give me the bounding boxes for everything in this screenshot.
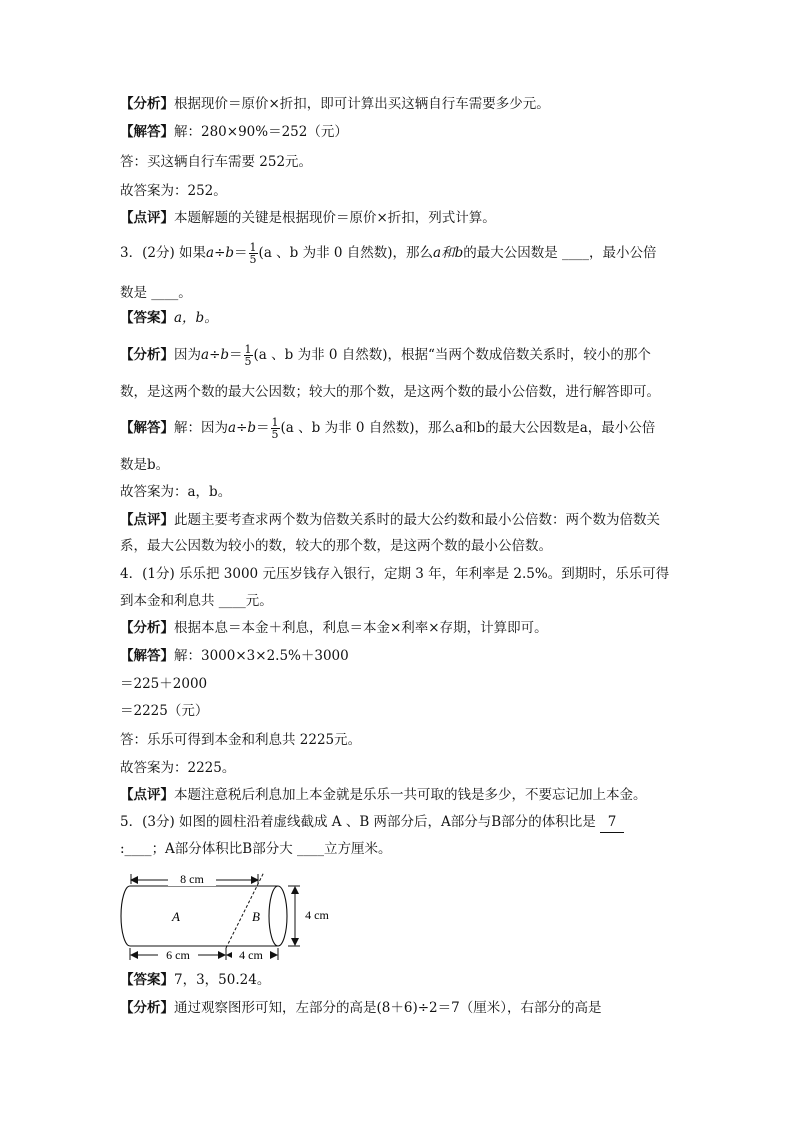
q5-analysis [120,998,601,1018]
answer-tag: 【答案】 [120,972,174,988]
label-part-b: B [252,909,260,924]
q4-comment [120,785,647,805]
q3-solution-line1 [120,413,655,443]
div-sign: ÷ [209,347,221,363]
q4-solution [120,646,349,666]
solution-text: 解：3000×3×2.5%＋3000 [174,648,349,664]
fraction-numerator: 1 [249,241,257,254]
q2-analysis [120,94,550,114]
analysis-text: (a 、b 为非 0 自然数)，根据“当两个数成倍数关系时，较小的那个 [253,347,651,363]
comment-text: 此题主要考查求两个数为倍数关系时的最大公约数和最小公倍数：两个数为倍数关 [174,512,660,528]
var-b: b [225,245,235,261]
analysis-tag: 【分析】 [120,96,174,112]
solution-text: 解：280×90%＝252（元） [174,124,348,140]
solution-tag: 【解答】 [120,648,174,664]
comment-text: 本题解题的关键是根据现价＝原价×折扣，列式计算。 [174,210,496,226]
analysis-text: 因为 [174,347,201,363]
q3-comment-line2: 系，最大公因数为较小的数，较大的那个数，是这两个数的最小公倍数。 [120,538,552,554]
question-number: 3．(2分) [120,245,175,261]
q2-solution [120,122,348,142]
analysis-text: 根据本息＝本金＋利息，利息＝本金×利率×存期，计算即可。 [174,620,548,636]
q4-answer-line: 答：乐乐可得到本金和利息共 2225元。 [120,732,362,748]
answer-blank: ____ [297,841,325,857]
q5-stem-line2 [120,839,392,859]
answer-blank: ____ [218,593,246,609]
q3-answer [120,308,218,328]
answer-tag: 【答案】 [120,310,174,326]
stem-text: 到本金和利息共 [120,593,219,609]
solution-tag: 【解答】 [120,124,174,140]
stem-text: 的最大公因数是 [463,245,563,261]
q4-step1: ＝225＋2000 [120,676,208,692]
eq-sign: ＝ [229,347,243,363]
q2-comment [120,208,496,228]
comment-tag: 【点评】 [120,512,174,528]
fraction-denominator: 5 [271,428,279,441]
eq-sign: ＝ [256,420,270,436]
q4-stem-line1: 4．(1分) 乐乐把 3000 元压岁钱存入银行，定期 3 年，年利率是 2.5%。到期时，乐乐可得 [120,566,670,582]
fraction [271,417,280,440]
analysis-text: 通过观察图形可知，左部分的高是(8＋6)÷2＝7（厘米），右部分的高是 [174,1000,602,1016]
stem-text: 立方厘米。 [324,841,392,857]
stem-text: 。 [178,285,192,301]
dimension-lines [130,874,300,960]
var-a: a [201,347,210,363]
q4-stem-line2 [120,591,273,611]
answer-blank: 7 [600,812,624,833]
stem-text: 元。 [245,593,273,609]
stem-text: ，最小公倍 [589,245,657,261]
fraction-numerator: 1 [244,343,252,356]
comment-tag: 【点评】 [120,210,174,226]
q4-analysis [120,618,548,638]
answer-blank: ____ [562,245,590,261]
analysis-tag: 【分析】 [120,620,174,636]
q5-answer [120,970,270,990]
fraction [244,344,253,367]
q2-final: 故答案为：252。 [120,183,227,199]
eq-sign: ＝ [234,245,248,261]
cylinder-figure [118,864,338,968]
label-bottom-right: 4 cm [239,948,263,962]
fraction [249,242,258,265]
analysis-tag: 【分析】 [120,1000,174,1016]
label-right: 4 cm [305,908,329,922]
comment-tag: 【点评】 [120,787,174,803]
var-b: b [220,347,230,363]
cylinder-body [121,886,287,946]
solution-text: (a 、b 为非 0 自然数)，那么a和b的最大公因数是a，最小公倍 [280,420,656,436]
q3-solution-line2: 数是b。 [120,457,170,473]
stem-text: 5．(3分) 如图的圆柱沿着虚线截成 A 、B 两部分后，A部分与B部分的体积比是 [120,814,601,830]
answer-blank: :____ [120,841,152,857]
var-a-and-b: a和b [433,245,464,261]
label-top: 8 cm [180,872,204,886]
analysis-tag: 【分析】 [120,347,174,363]
q3-final: 故答案为：a，b。 [120,484,232,500]
div-sign: ÷ [214,245,226,261]
answer-text: 7，3，50.24。 [174,972,271,988]
q3-stem-line1 [120,238,657,268]
q3-comment-line1 [120,510,660,530]
condition-text: (a 、b 为非 0 自然数)，那么 [258,245,434,261]
div-sign: ÷ [236,420,248,436]
q3-stem-line2 [120,283,192,303]
fraction-denominator: 5 [249,253,257,266]
comment-text: 本题注意税后利息加上本金就是乐乐一共可取的钱是多少，不要忘记加上本金。 [174,787,647,803]
q3-analysis-line2: 数，是这两个数的最大公因数；较大的那个数，是这两个数的最小公倍数，进行解答即可。 [120,384,660,400]
fraction-denominator: 5 [244,355,252,368]
answer-blank: ____ [151,285,179,301]
stem-text: 数是 [120,285,152,301]
var-a: a [206,245,215,261]
label-bottom-left: 6 cm [166,948,190,962]
q3-analysis-line1 [120,340,651,370]
stem-text: ；A部分体积比B部分大 [151,841,298,857]
solution-text: 解：因为 [174,420,228,436]
q5-stem-line1 [120,812,624,833]
solution-tag: 【解答】 [120,420,174,436]
var-b: b [247,420,257,436]
stem-text: 如果 [179,245,207,261]
analysis-text: 根据现价＝原价×折扣，即可计算出买这辆自行车需要多少元。 [174,96,550,112]
answer-text: a，b。 [174,310,218,326]
label-part-a: A [172,909,180,924]
q4-step2: ＝2225（元） [120,703,209,719]
fraction-numerator: 1 [271,416,279,429]
var-a: a [228,420,237,436]
q4-final: 故答案为：2225。 [120,760,236,776]
q2-answer-line: 答：买这辆自行车需要 252元。 [120,154,313,170]
